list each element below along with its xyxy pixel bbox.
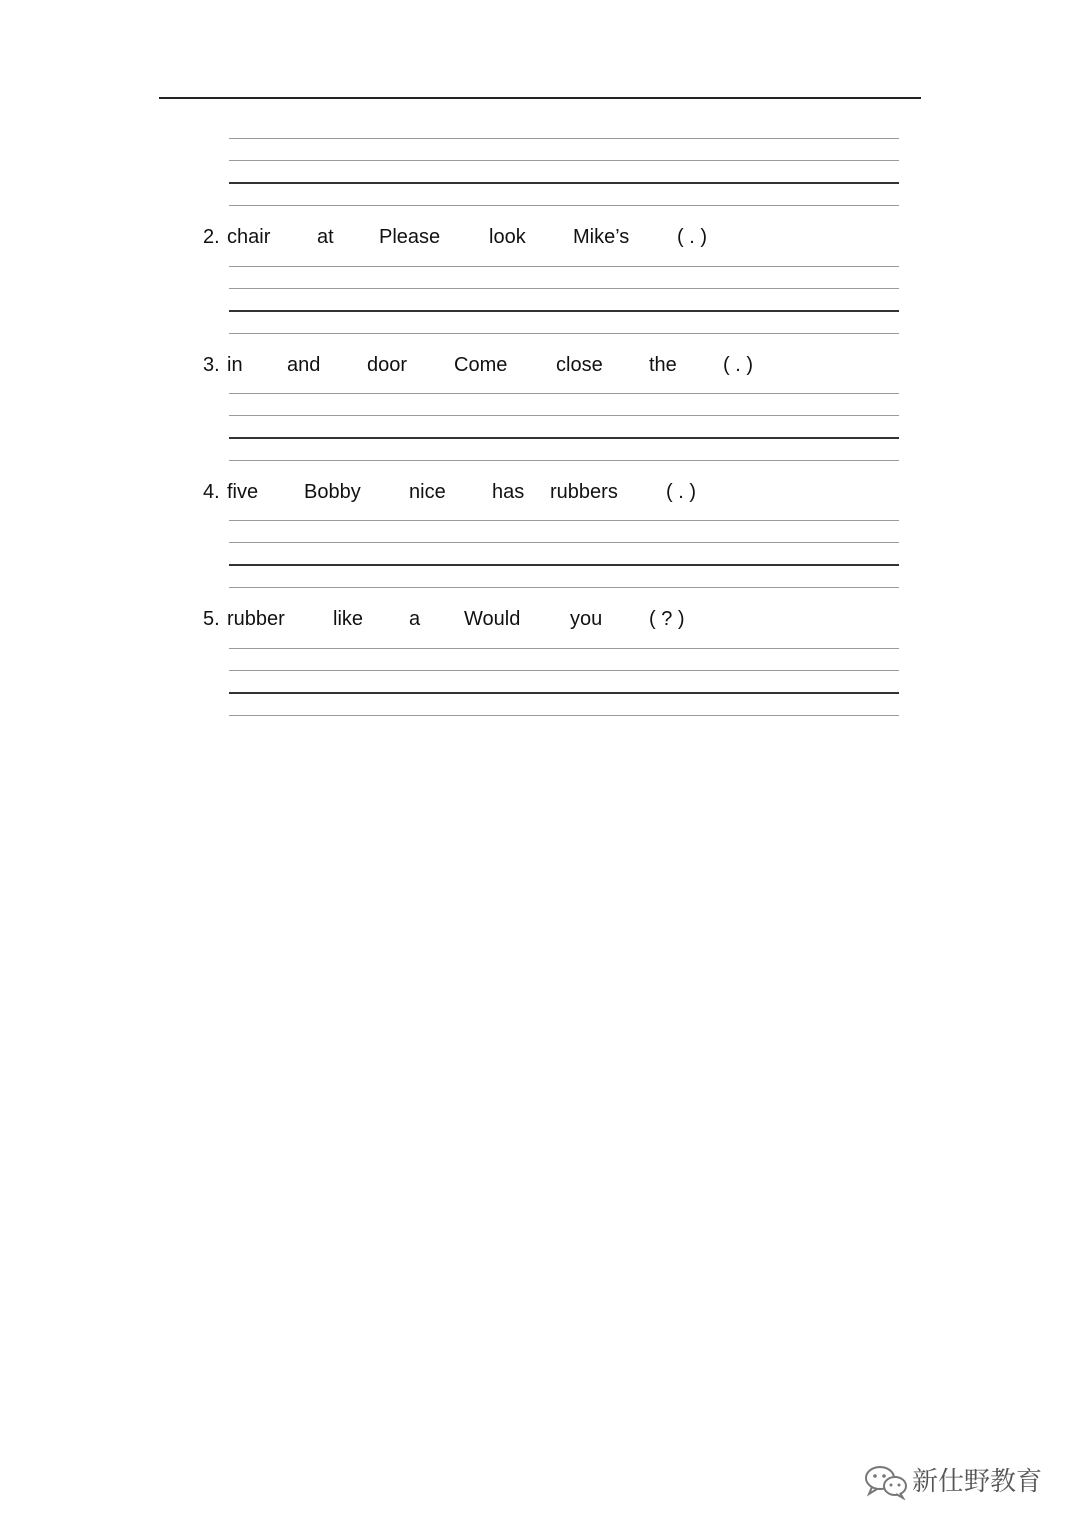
word: you xyxy=(570,608,603,630)
writing-lines-1 xyxy=(229,138,899,208)
word: Come xyxy=(454,354,508,376)
word: door xyxy=(367,354,408,376)
punctuation-hint: ( . ) xyxy=(723,354,753,376)
word: Bobby xyxy=(304,481,361,503)
word: like xyxy=(333,608,364,630)
word: five xyxy=(227,481,259,503)
punctuation-hint: ( ? ) xyxy=(649,608,685,630)
writing-line xyxy=(229,648,899,649)
word: nice xyxy=(409,481,446,503)
watermark-text: 新仕野教育 xyxy=(912,1467,1043,1497)
punctuation-hint: ( . ) xyxy=(677,226,707,248)
question-number: 3. xyxy=(203,354,220,376)
writing-line xyxy=(229,266,899,267)
word: and xyxy=(287,354,321,376)
word: at xyxy=(317,226,334,248)
writing-baseline xyxy=(229,564,899,566)
question-number: 2. xyxy=(203,226,220,248)
writing-baseline xyxy=(229,310,899,312)
writing-line xyxy=(229,333,899,334)
writing-lines-3 xyxy=(229,393,899,463)
writing-baseline xyxy=(229,692,899,694)
word: Would xyxy=(464,608,521,630)
word: has xyxy=(492,481,525,503)
writing-line xyxy=(229,542,899,543)
writing-line xyxy=(229,715,899,716)
writing-line xyxy=(229,288,899,289)
word: Please xyxy=(379,226,441,248)
writing-line xyxy=(229,138,899,139)
writing-line xyxy=(229,520,899,521)
writing-line xyxy=(229,160,899,161)
writing-line xyxy=(229,393,899,394)
word: in xyxy=(227,354,243,376)
writing-baseline xyxy=(229,182,899,184)
writing-line xyxy=(229,670,899,671)
writing-line xyxy=(229,205,899,206)
word: a xyxy=(409,608,421,630)
word: Mike’s xyxy=(573,226,630,248)
word: rubber xyxy=(227,608,285,630)
wechat-icon xyxy=(864,1464,908,1500)
writing-line xyxy=(229,460,899,461)
punctuation-hint: ( . ) xyxy=(666,481,696,503)
question-number: 5. xyxy=(203,608,220,630)
writing-lines-5 xyxy=(229,648,899,718)
writing-lines-2 xyxy=(229,266,899,336)
writing-line xyxy=(229,587,899,588)
writing-line xyxy=(229,415,899,416)
question-number: 4. xyxy=(203,481,220,503)
word: chair xyxy=(227,226,271,248)
word: close xyxy=(556,354,603,376)
header-rule xyxy=(159,97,921,99)
writing-lines-4 xyxy=(229,520,899,590)
word: rubbers xyxy=(550,481,618,503)
word: the xyxy=(649,354,677,376)
word: look xyxy=(489,226,526,248)
writing-baseline xyxy=(229,437,899,439)
watermark xyxy=(864,1462,1054,1502)
